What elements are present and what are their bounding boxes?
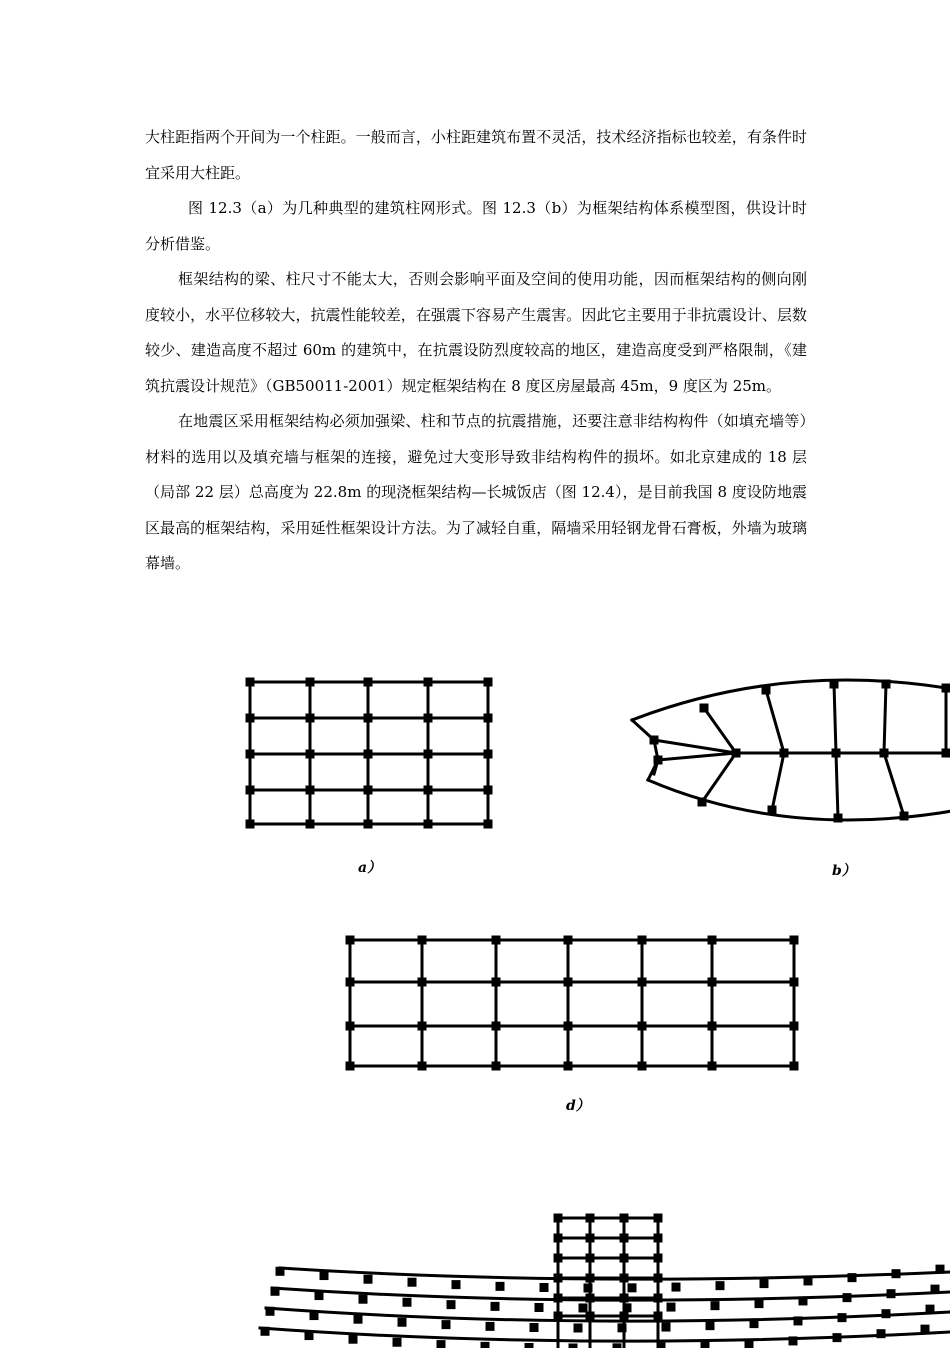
- column-node: [620, 1214, 629, 1223]
- column-node: [698, 798, 707, 807]
- column-node: [618, 1323, 627, 1332]
- column-node: [276, 1267, 285, 1276]
- column-node: [780, 749, 789, 758]
- column-node: [790, 936, 799, 945]
- paragraph-3: 框架结构的梁、柱尺寸不能太大，否则会影响平面及空间的使用功能，因而框架结构的侧向刚度较小，水平位移较大，抗震性能较差，在强震下容易产生震害。因此它主要用于非抗震设计、层数较少、建造高度不超过 60m 的建筑中，在抗震设防烈度较高的地区，建造高度受到严格限制，《建筑抗震设计规范》（GB50011-2001）规定框架结构在 8 度区房屋最高 45m，9 度区为 25m。: [145, 262, 807, 404]
- column-node: [442, 1320, 451, 1329]
- column-node: [492, 978, 501, 987]
- column-node: [711, 1301, 720, 1310]
- column-node: [586, 1294, 595, 1303]
- column-node: [790, 1062, 799, 1071]
- column-node: [315, 1291, 324, 1300]
- column-node: [346, 978, 355, 987]
- figure-a-label: a）: [358, 857, 381, 877]
- column-node: [804, 1276, 813, 1285]
- column-node: [628, 1283, 637, 1292]
- column-node: [586, 1214, 595, 1223]
- column-node: [887, 1289, 896, 1298]
- column-node: [535, 1303, 544, 1312]
- column-node: [484, 678, 493, 687]
- column-node: [790, 978, 799, 987]
- column-node: [346, 936, 355, 945]
- column-node: [654, 756, 663, 765]
- column-node: [484, 820, 493, 829]
- column-node: [880, 749, 889, 758]
- column-node: [418, 978, 427, 987]
- column-node: [586, 1274, 595, 1283]
- column-node: [700, 704, 709, 713]
- column-node: [882, 680, 891, 689]
- body-text: [145, 120, 807, 582]
- figure-b-label: b）: [832, 860, 856, 880]
- column-node: [398, 1318, 407, 1327]
- figure-a-grid: [240, 676, 500, 832]
- column-node: [564, 978, 573, 987]
- column-node: [364, 714, 373, 723]
- column-node: [708, 1062, 717, 1071]
- figure-e-drawing: [250, 1208, 950, 1348]
- column-node: [848, 1273, 857, 1282]
- column-node: [359, 1295, 368, 1304]
- column-node: [408, 1278, 417, 1287]
- column-node: [716, 1281, 725, 1290]
- column-node: [424, 820, 433, 829]
- column-node: [364, 678, 373, 687]
- figure-b-curved: [628, 680, 950, 820]
- column-node: [586, 1254, 595, 1263]
- column-node: [261, 1327, 270, 1336]
- column-node: [564, 936, 573, 945]
- column-node: [942, 684, 950, 693]
- column-node: [931, 1285, 940, 1294]
- column-node: [418, 936, 427, 945]
- column-node: [706, 1321, 715, 1330]
- column-node: [246, 786, 255, 795]
- paragraph-1: 大柱距指两个开间为一个柱距。一般而言，小柱距建筑布置不灵活，技术经济指标也较差，有条件时宜采用大柱距。: [145, 120, 807, 191]
- column-node: [620, 1312, 629, 1321]
- figure-e-curved-tower: [250, 1208, 950, 1348]
- column-node: [266, 1307, 275, 1316]
- column-node: [574, 1323, 583, 1332]
- column-node: [492, 936, 501, 945]
- column-node: [346, 1022, 355, 1031]
- column-node: [794, 1316, 803, 1325]
- column-node: [708, 978, 717, 987]
- column-node: [424, 678, 433, 687]
- column-node: [834, 814, 843, 823]
- column-node: [554, 1214, 563, 1223]
- column-node: [620, 1254, 629, 1263]
- column-node: [306, 678, 315, 687]
- column-node: [832, 749, 841, 758]
- column-node: [364, 786, 373, 795]
- column-node: [921, 1325, 930, 1334]
- column-node: [620, 1234, 629, 1243]
- column-node: [564, 1022, 573, 1031]
- column-node: [484, 714, 493, 723]
- column-node: [579, 1303, 588, 1312]
- column-node: [586, 1312, 595, 1321]
- column-node: [306, 786, 315, 795]
- column-node: [638, 1062, 647, 1071]
- column-node: [654, 1312, 663, 1321]
- column-node: [364, 820, 373, 829]
- column-node: [620, 1274, 629, 1283]
- column-node: [491, 1302, 500, 1311]
- column-node: [530, 1323, 539, 1332]
- column-node: [346, 1062, 355, 1071]
- column-node: [892, 1269, 901, 1278]
- column-node: [942, 749, 950, 758]
- paragraph-4: 在地震区采用框架结构必须加强梁、柱和节点的抗震措施，还要注意非结构构件（如填充墙等）材料的选用以及填充墙与框架的连接，避免过大变形导致非结构构件的损坏。如北京建成的 18 层（局部 22 层）总高度为 22.8m 的现浇框架结构—长城饭店（图 12.4），是目前我国 8 度设防地震区最高的框架结构，采用延性框架设计方法。为了减轻自重，隔墙采用轻钢龙骨石膏板，外墙为玻璃幕墙。: [145, 404, 807, 582]
- column-node: [246, 820, 255, 829]
- column-node: [484, 786, 493, 795]
- column-node: [437, 1340, 446, 1348]
- column-node: [320, 1271, 329, 1280]
- column-node: [452, 1280, 461, 1289]
- column-node: [833, 1333, 842, 1342]
- column-node: [701, 1341, 710, 1348]
- column-node: [554, 1312, 563, 1321]
- column-node: [424, 786, 433, 795]
- column-node: [540, 1283, 549, 1292]
- column-node: [306, 750, 315, 759]
- column-node: [613, 1343, 622, 1348]
- column-node: [654, 1234, 663, 1243]
- column-node: [667, 1303, 676, 1312]
- column-node: [760, 1279, 769, 1288]
- figure-a-drawing: [240, 676, 500, 832]
- column-node: [882, 1309, 891, 1318]
- column-node: [650, 736, 659, 745]
- column-node: [672, 1283, 681, 1292]
- column-node: [246, 714, 255, 723]
- column-node: [799, 1296, 808, 1305]
- column-node: [486, 1322, 495, 1331]
- column-node: [838, 1313, 847, 1322]
- column-node: [830, 680, 839, 689]
- column-node: [424, 714, 433, 723]
- figure-d-label: d）: [566, 1095, 590, 1115]
- column-node: [926, 1305, 935, 1314]
- column-node: [271, 1287, 280, 1296]
- column-node: [762, 686, 771, 695]
- column-node: [424, 750, 433, 759]
- column-node: [246, 750, 255, 759]
- column-node: [354, 1315, 363, 1324]
- column-node: [638, 936, 647, 945]
- column-node: [750, 1319, 759, 1328]
- column-node: [638, 1022, 647, 1031]
- column-node: [554, 1254, 563, 1263]
- column-node: [554, 1274, 563, 1283]
- column-node: [638, 978, 647, 987]
- column-node: [481, 1342, 490, 1348]
- column-node: [843, 1293, 852, 1302]
- column-node: [306, 714, 315, 723]
- column-node: [492, 1062, 501, 1071]
- column-node: [364, 750, 373, 759]
- column-node: [755, 1299, 764, 1308]
- column-node: [584, 1283, 593, 1292]
- column-node: [790, 1022, 799, 1031]
- column-node: [496, 1282, 505, 1291]
- column-node: [305, 1331, 314, 1340]
- column-node: [418, 1062, 427, 1071]
- column-node: [554, 1294, 563, 1303]
- column-node: [447, 1300, 456, 1309]
- column-node: [877, 1329, 886, 1338]
- column-node: [789, 1336, 798, 1345]
- column-node: [654, 1214, 663, 1223]
- column-node: [708, 936, 717, 945]
- column-node: [306, 820, 315, 829]
- figure-d-drawing: [340, 934, 804, 1074]
- column-node: [657, 1343, 666, 1348]
- column-node: [569, 1343, 578, 1348]
- column-node: [564, 1062, 573, 1071]
- column-node: [620, 1294, 629, 1303]
- column-node: [349, 1335, 358, 1344]
- column-node: [654, 1274, 663, 1283]
- column-node: [554, 1234, 563, 1243]
- column-node: [900, 812, 909, 821]
- column-node: [393, 1338, 402, 1347]
- column-node: [732, 749, 741, 758]
- figure-b-drawing: [628, 680, 950, 820]
- column-node: [418, 1022, 427, 1031]
- column-node: [364, 1275, 373, 1284]
- column-node: [623, 1303, 632, 1312]
- column-node: [586, 1234, 595, 1243]
- column-node: [654, 1294, 663, 1303]
- column-node: [936, 1265, 945, 1274]
- figure-d-grid: [340, 934, 804, 1074]
- column-node: [310, 1311, 319, 1320]
- column-node: [246, 678, 255, 687]
- column-node: [708, 1022, 717, 1031]
- column-node: [654, 1254, 663, 1263]
- paragraph-2: 图 12.3（a）为几种典型的建筑柱网形式。图 12.3（b）为框架结构体系模型图，供设计时分析借鉴。: [145, 191, 807, 262]
- column-node: [403, 1298, 412, 1307]
- column-node: [662, 1323, 671, 1332]
- column-node: [768, 806, 777, 815]
- column-node: [484, 750, 493, 759]
- column-node: [492, 1022, 501, 1031]
